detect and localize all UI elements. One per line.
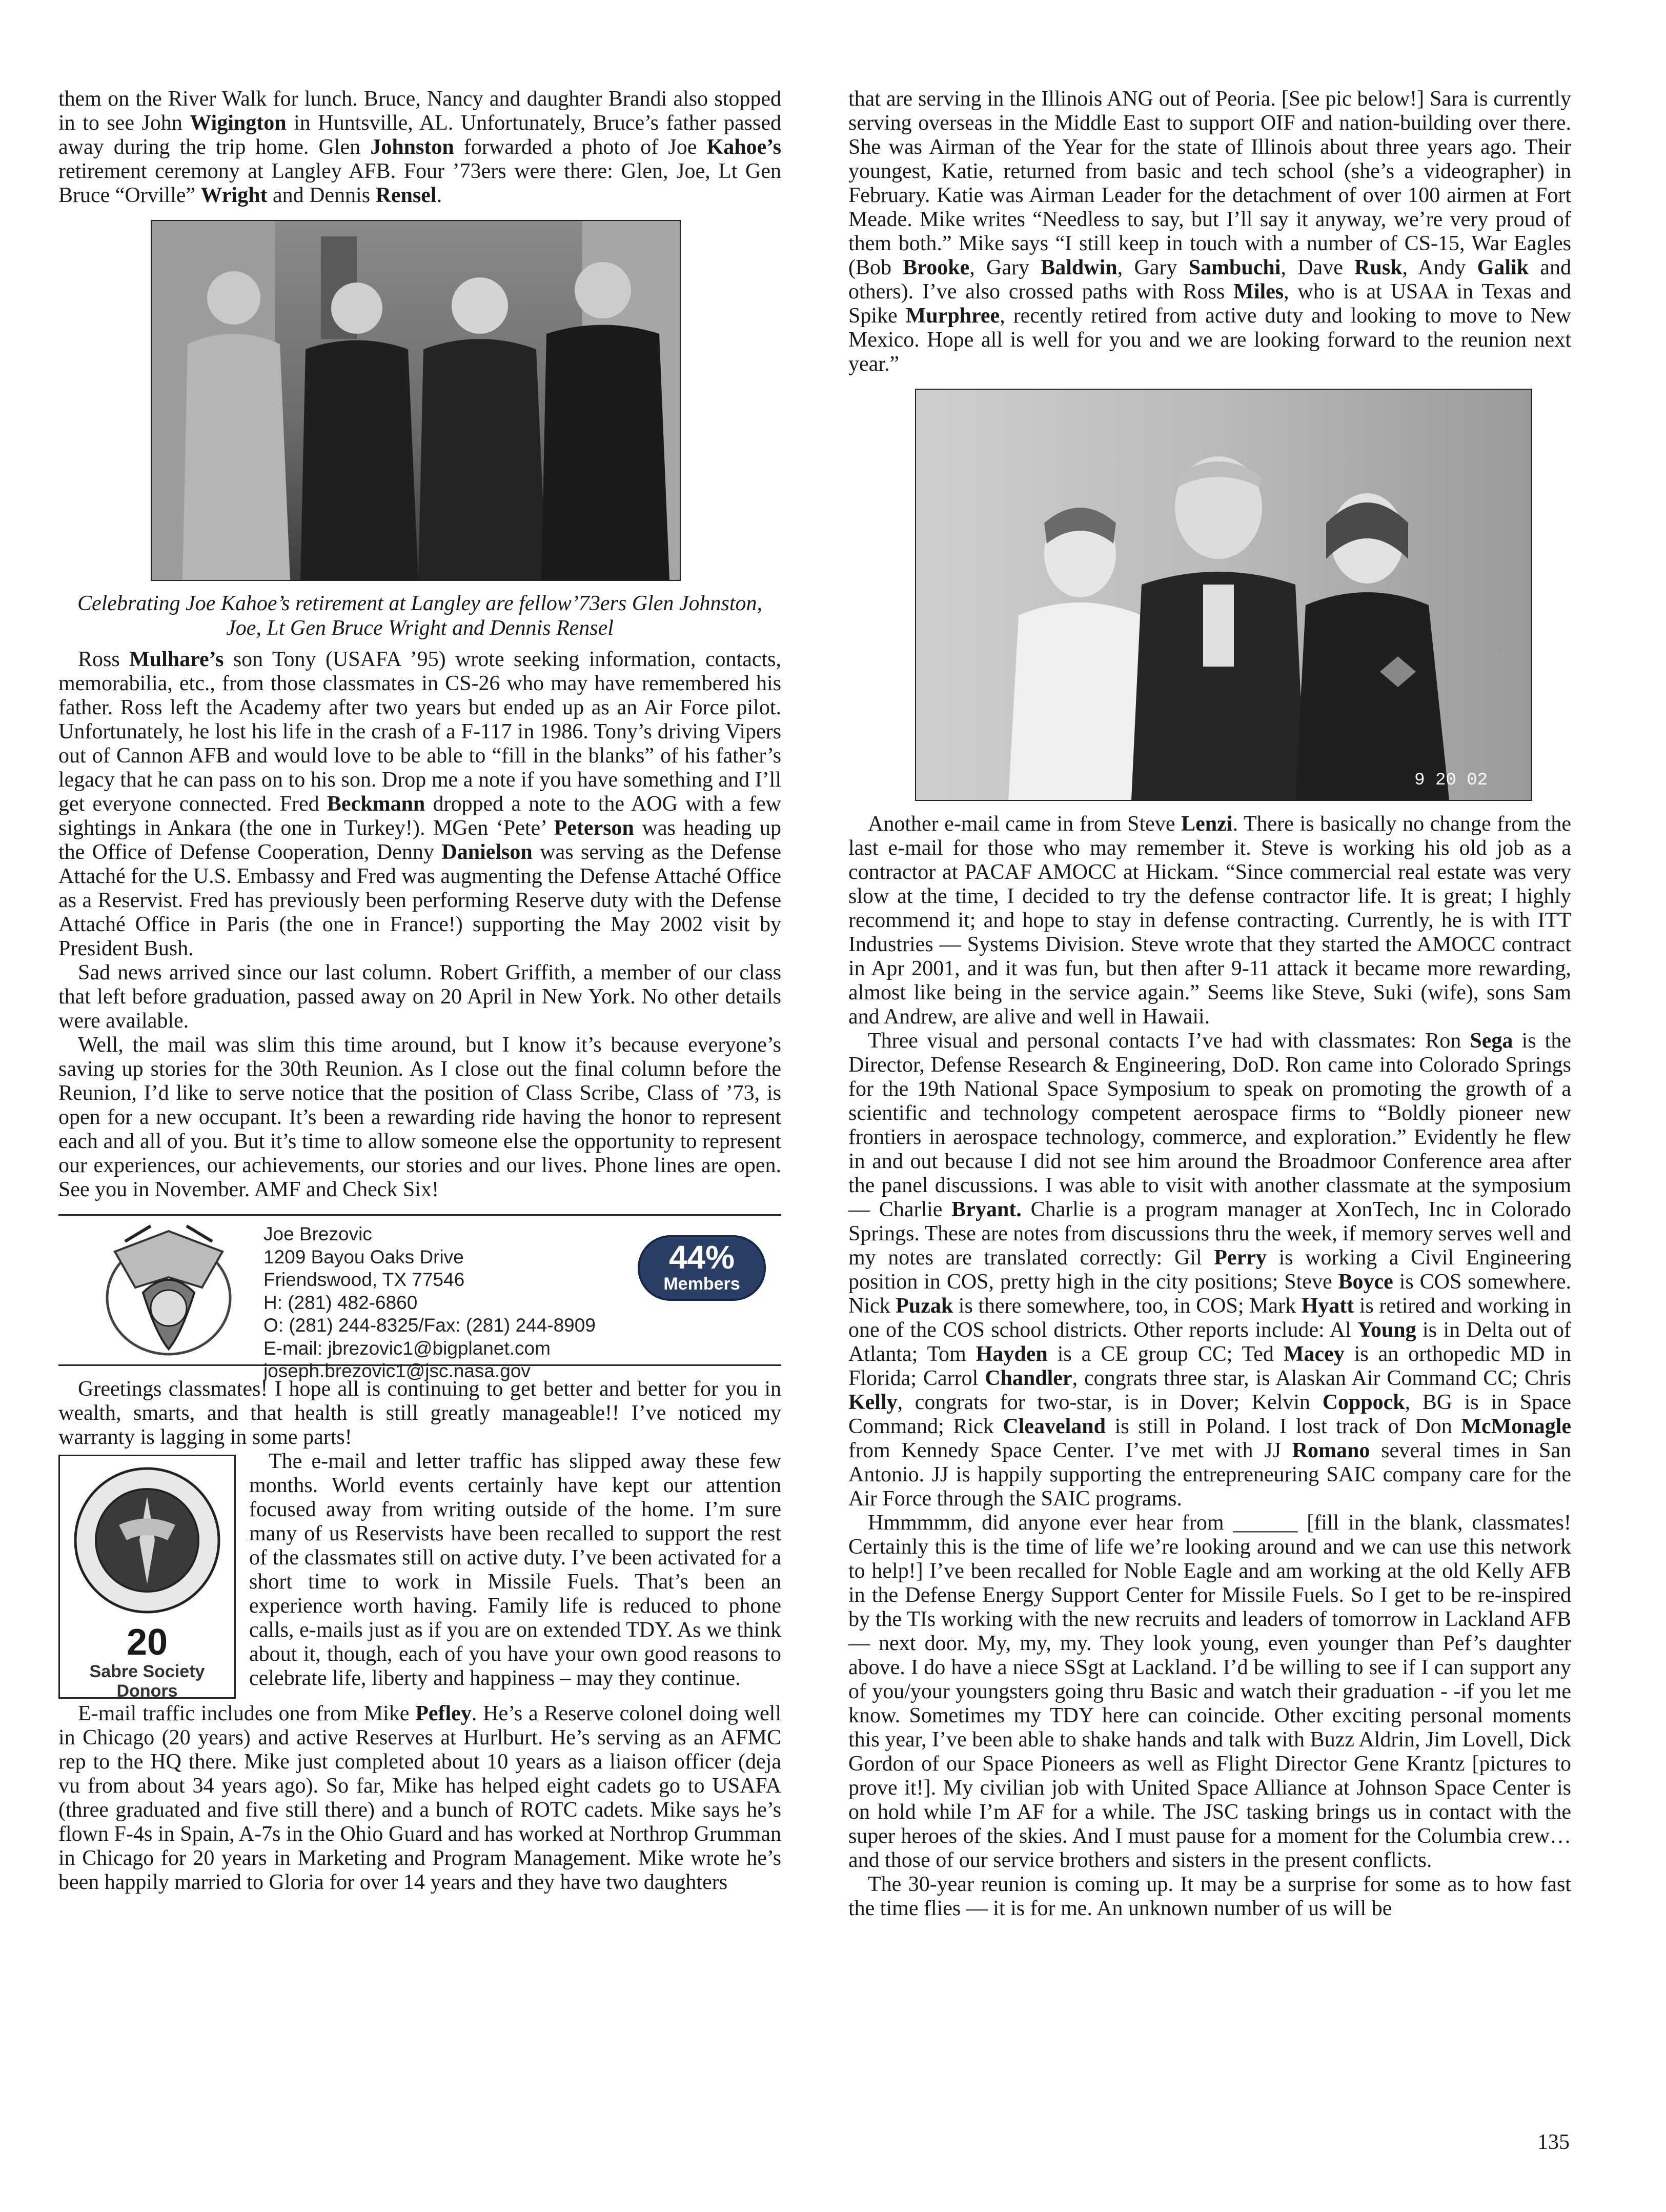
members-percent: 44% xyxy=(668,1239,735,1276)
classmate-name: Romano xyxy=(1292,1439,1370,1462)
classmate-name: Pefley xyxy=(415,1702,472,1725)
retirement-photo-image xyxy=(152,221,680,580)
address-line-1: 1209 Bayou Oaks Drive xyxy=(263,1246,464,1268)
retirement-photo xyxy=(151,220,681,581)
right-paragraph-4: Hmmmmm, did anyone ever hear from ______ [fill in the blank, classmates! Certainly this is the time of life we’re looking around and we can use this network to help!] I’ve been recalled for Noble Eagle and am working at the old Kelly AFB in the Defense Energy Support Center for Missile Fuels. So I get to be re-inspired by the TIs working with the new recruits and leaders of tomorrow in Lackland AFB — next door. My, my, my. They look young, even younger than Pef’s daughter above. I do have a niece SSgt at Lackland. I’d be willing to see if I can support any of you/your youngsters going thru Basic and watch their graduation - -if you let me know. Sometimes my TDY here can coincide. Other exciting personal moments this year, I’ve been able to shake hands and talk with Buzz Aldrin, Jim Lovell, Dick Gordon of our Space Pioneers as well as Flight Director Gene Krantz [pictures to prove it!]. My civilian job with United Space Alliance at Johnson Space Center is on hold while I’m AF for a while. The JSC tasking brings us in contact with the super heroes of the skies. And I must pause for a moment for the Columbia crew… and those of our service brothers and sisters in the present conflicts. xyxy=(848,1511,1571,1872)
sabre-society-seal-icon xyxy=(70,1463,224,1617)
classmate-name: Chandler xyxy=(985,1366,1072,1390)
sabre-society-box xyxy=(58,1455,236,1699)
classmate-name: Puzak xyxy=(896,1294,953,1318)
left-paragraph-5: Greetings classmates! I hope all is continuing to get better and better for you in wealth, smarts, and that health is still greatly manageable!! I’ve noticed my warranty is lagging in some parts! xyxy=(58,1377,781,1449)
classmate-name: Murphree xyxy=(905,304,1000,328)
email-1[interactable]: E-mail: jbrezovic1@bigplanet.com xyxy=(263,1337,551,1359)
classmate-name: Rensel xyxy=(375,184,437,207)
right-paragraph-1: that are serving in the Illinois ANG out of Peoria. [See pic below!] Sara is currently serving overseas in the Middle East to support OIF and nation-building over there. She was Airman of the Year for the state of Illinois about three years ago. Their youngest, Katie, returned from basic and tech school (she’s a videographer) in February. Katie was Airman Leader for the detachment of over 100 airmen at Fort Meade. Mike writes “Needless to say, but I’ll say it anyway, we’re very proud of them both.” Mike says “I still keep in touch with a number of CS-15, War Eagles (Bob Brooke, Gary Baldwin, Gary Sambuchi, Dave Rusk, Andy Galik and others). I’ve also crossed paths with Ross Miles, who is at USAA in Texas and Spike Murphree, recently retired from active duty and looking to move to New Mexico. Hope all is well for you and we are looking forward to the reunion next year.” xyxy=(848,87,1572,376)
retirement-photo-caption: Celebrating Joe Kahoe’s retirement at Langley are fellow’73ers Glen Johnston, Joe, Lt Gen Bruce Wright and Dennis Rensel xyxy=(77,592,763,640)
classmate-name: Kahoe’s xyxy=(706,135,782,159)
classmate-name: Johnston xyxy=(370,135,454,159)
classmate-name: Mulhare’s xyxy=(129,648,224,671)
members-badge xyxy=(638,1235,766,1301)
classmate-name: Boyce xyxy=(1338,1270,1393,1294)
classmate-name: Hyatt xyxy=(1301,1294,1354,1318)
right-paragraph-3: Three visual and personal contacts I’ve had with classmates: Ron Sega is the Director, Defense Research & Engineering, DoD. Ron came into Colorado Springs for the 19th National Space Symposium to speak on promoting the growth of a scientific and technology competent aerospace firms to “Boldly pioneer new frontiers in aerospace technology, commerce, and exploration.” Evidently he flew in and out because I did not see him around the Broadmoor Conference area after the panel discussions. I was able to visit with another classmate at the symposium — Charlie Bryant. Charlie is a program manager at XonTech, Inc in Colorado Springs. These are notes from discussions thru the week, if memory serves well and my notes are translated correctly: Gil Perry is working a Civil Engineering position in COS, pretty high in the city positions; Steve Boyce is COS somewhere. Nick Puzak is there somewhere, too, in COS; Mark Hyatt is retired and working in one of the COS school districts. Other reports include: Al Young is in Delta out of Atlanta; Tom Hayden is a CE group CC; Ted Macey is an orthopedic MD in Florida; Carrol Chandler, congrats three star, is Alaskan Air Command CC; Chris Kelly, congrats for two-star, is in Dover; Kelvin Coppock, BG is in Space Command; Rick Cleaveland is still in Poland. I lost track of Don McMonagle from Kennedy Space Center. I’ve met with JJ Romano several times in San Antonio. JJ is happily supporting the entrepreneuring SAIC company care for the Air Force through the SAIC programs. xyxy=(848,1029,1571,1511)
sabre-label-2: Donors xyxy=(116,1681,178,1701)
left-paragraph-4: Well, the mail was slim this time around, but I know it’s because everyone’s saving up stories for the 30th Reunion. As I close out the final column before the Reunion, I’d like to serve notice that the position of Class Scribe, Class of ’73, is open for a new occupant. It’s been a rewarding ride having the honor to represent each and all of you. But it’s time to allow someone else the opportunity to represent our experiences, our achievements, our stories and our lives. Phone lines are open. See you in November. AMF and Check Six! xyxy=(58,1033,781,1201)
classmate-name: Macey xyxy=(1283,1342,1345,1366)
right-column xyxy=(848,87,1571,1921)
left-paragraph-6: The e-mail and letter traffic has slipped away these few months. World events certainly have kept our attention focused away from writing outside of the home. I’m sure many of us Reservists have been recalled to support the rest of the classmates still on active duty. I’ve been activated for a short time to work in Missile Fuels. That’s been an experience worth having. Family life is reduced to phone calls, e-mails just as if you are on extended TDY. As we think about it, though, each of you have your own good reasons to celebrate life, liberty and happiness – may they continue. xyxy=(249,1450,781,1690)
right-paragraph-2: Another e-mail came in from Steve Lenzi. There is basically no change from the last e-mail for those who may remember it. Steve is working his old job as a contractor at PACAF AMOCC at Hickam. “Since commercial real estate was very slow at the time, I decided to try the defense contractor life. It is great; I highly recommend it; and hope to stay in defense contracting. Currently, he is with ITT Industries — Systems Division. Steve wrote that they started the AMOCC contract in Apr 2001, and it was fun, but then after 9-11 attack it became more rewarding, almost like being in the service again.” Seems like Steve, Suki (wife), sons Sam and Andrew, are alive and well in Hawaii. xyxy=(848,812,1571,1029)
page-number: 135 xyxy=(1537,2130,1570,2154)
classmate-name: Bryant. xyxy=(951,1198,1022,1221)
classmate-name: Beckmann xyxy=(327,792,425,816)
pefley-family-photo xyxy=(915,389,1532,801)
classmate-name: Sega xyxy=(1470,1029,1513,1053)
contact-lines xyxy=(263,1223,596,1383)
class-crest-logo xyxy=(94,1221,243,1359)
classmate-name: Brooke xyxy=(903,256,970,279)
members-label: Members xyxy=(663,1274,740,1294)
classmate-name: Perry xyxy=(1214,1246,1267,1270)
left-paragraph-3: Sad news arrived since our last column. Robert Griffith, a member of our class that left before graduation, passed away on 20 April in New York. No other details were available. xyxy=(58,961,781,1033)
classmate-name: Kelly xyxy=(848,1391,898,1414)
classmate-name: Coppock xyxy=(1322,1391,1405,1414)
classmate-name: Galik xyxy=(1477,256,1529,279)
classmate-name: Wright xyxy=(200,184,268,207)
classmate-name: Lenzi xyxy=(1181,812,1233,836)
classmate-name: Miles xyxy=(1233,280,1284,304)
classmate-name: Hayden xyxy=(976,1342,1048,1366)
classmate-name: Danielson xyxy=(441,840,533,864)
home-phone: H: (281) 482-6860 xyxy=(263,1292,418,1313)
scribe-contact-block xyxy=(58,1216,781,1381)
photo-date-stamp: 9 20 02 xyxy=(1414,771,1488,790)
classmate-name: McMonagle xyxy=(1461,1415,1571,1438)
classmate-name: Young xyxy=(1357,1318,1416,1342)
office-phone: O: (281) 244-8325/Fax: (281) 244-8909 xyxy=(263,1315,596,1336)
sabre-section xyxy=(58,1450,781,1701)
address-line-2: Friendswood, TX 77546 xyxy=(263,1269,465,1290)
left-column xyxy=(58,87,781,1895)
classmate-name: Peterson xyxy=(554,816,634,840)
right-paragraph-5: The 30-year reunion is coming up. It may be a surprise for some as to how fast the time flies — it is for me. An unknown number of us will be xyxy=(848,1873,1571,1920)
classmate-name: Baldwin xyxy=(1041,256,1118,279)
left-paragraph-1: them on the River Walk for lunch. Bruce, Nancy and daughter Brandi also stopped in to see John Wigington in Huntsville, AL. Unfortunately, Bruce’s father passed away during the trip home. Glen Johnston forwarded a photo of Joe Kahoe’s retirement ceremony at Langley AFB. Four ’73ers were there: Glen, Joe, Lt Gen Bruce “Orville” Wright and Dennis Rensel. xyxy=(58,87,782,207)
sabre-donor-count: 20 xyxy=(126,1622,168,1663)
scribe-name: Joe Brezovic xyxy=(263,1223,372,1244)
classmate-name: Cleaveland xyxy=(1003,1415,1106,1438)
classmate-name: Sambuchi xyxy=(1188,256,1281,279)
classmate-name: Rusk xyxy=(1354,256,1403,279)
left-paragraph-2: Ross Mulhare’s son Tony (USAFA ’95) wrote seeking information, contacts, memorabilia, etc., from those classmates in CS-26 who may have remembered his father. Ross left the Academy after two years but ended up as an Air Force pilot. Unfortunately, he lost his life in the crash of a F-117 in 1986. Tony’s driving Vipers out of Cannon AFB and would love to be able to “fill in the blanks” of his father’s legacy that he can pass on to his son. Drop me a note if you have something and I’ll get everyone connected. Fred Beckmann dropped a note to the AOG with a few sightings in Ankara (the one in Turkey!). MGen ‘Pete’ Peterson was heading up the Office of Defense Cooperation, Denny Danielson was serving as the Defense Attaché for the U.S. Embassy and Fred was augmenting the Defense Attaché Office as a Reservist. Fred has previously been performing Reserve duty with the Defense Attaché Office in Paris (the one in France!) supporting the May 2002 visit by President Bush. xyxy=(58,648,782,960)
classmate-name: Wigington xyxy=(190,111,287,135)
pefley-family-photo-image xyxy=(916,390,1531,800)
sabre-label-1: Sabre Society xyxy=(89,1662,205,1681)
email-2[interactable]: joseph.brezovic1@jsc.nasa.gov xyxy=(263,1360,531,1381)
left-paragraph-7: E-mail traffic includes one from Mike Pefley. He’s a Reserve colonel doing well in Chicago (20 years) and active Reserves at Hurlburt. He’s serving as an AFMC rep to the HQ there. Mike just completed about 10 years as a liaison officer (deja vu from about 34 years ago). So far, Mike has helped eight cadets go to USAFA (three graduated and five still there) and a bunch of ROTC cadets. Mike says he’s flown F-4s in Spain, A-7s in the Ohio Guard and has worked at Northrop Grumman in Chicago for 20 years in Marketing and Program Management. Mike wrote he’s been happily married to Gloria for over 14 years and they have two daughters xyxy=(58,1702,782,1894)
